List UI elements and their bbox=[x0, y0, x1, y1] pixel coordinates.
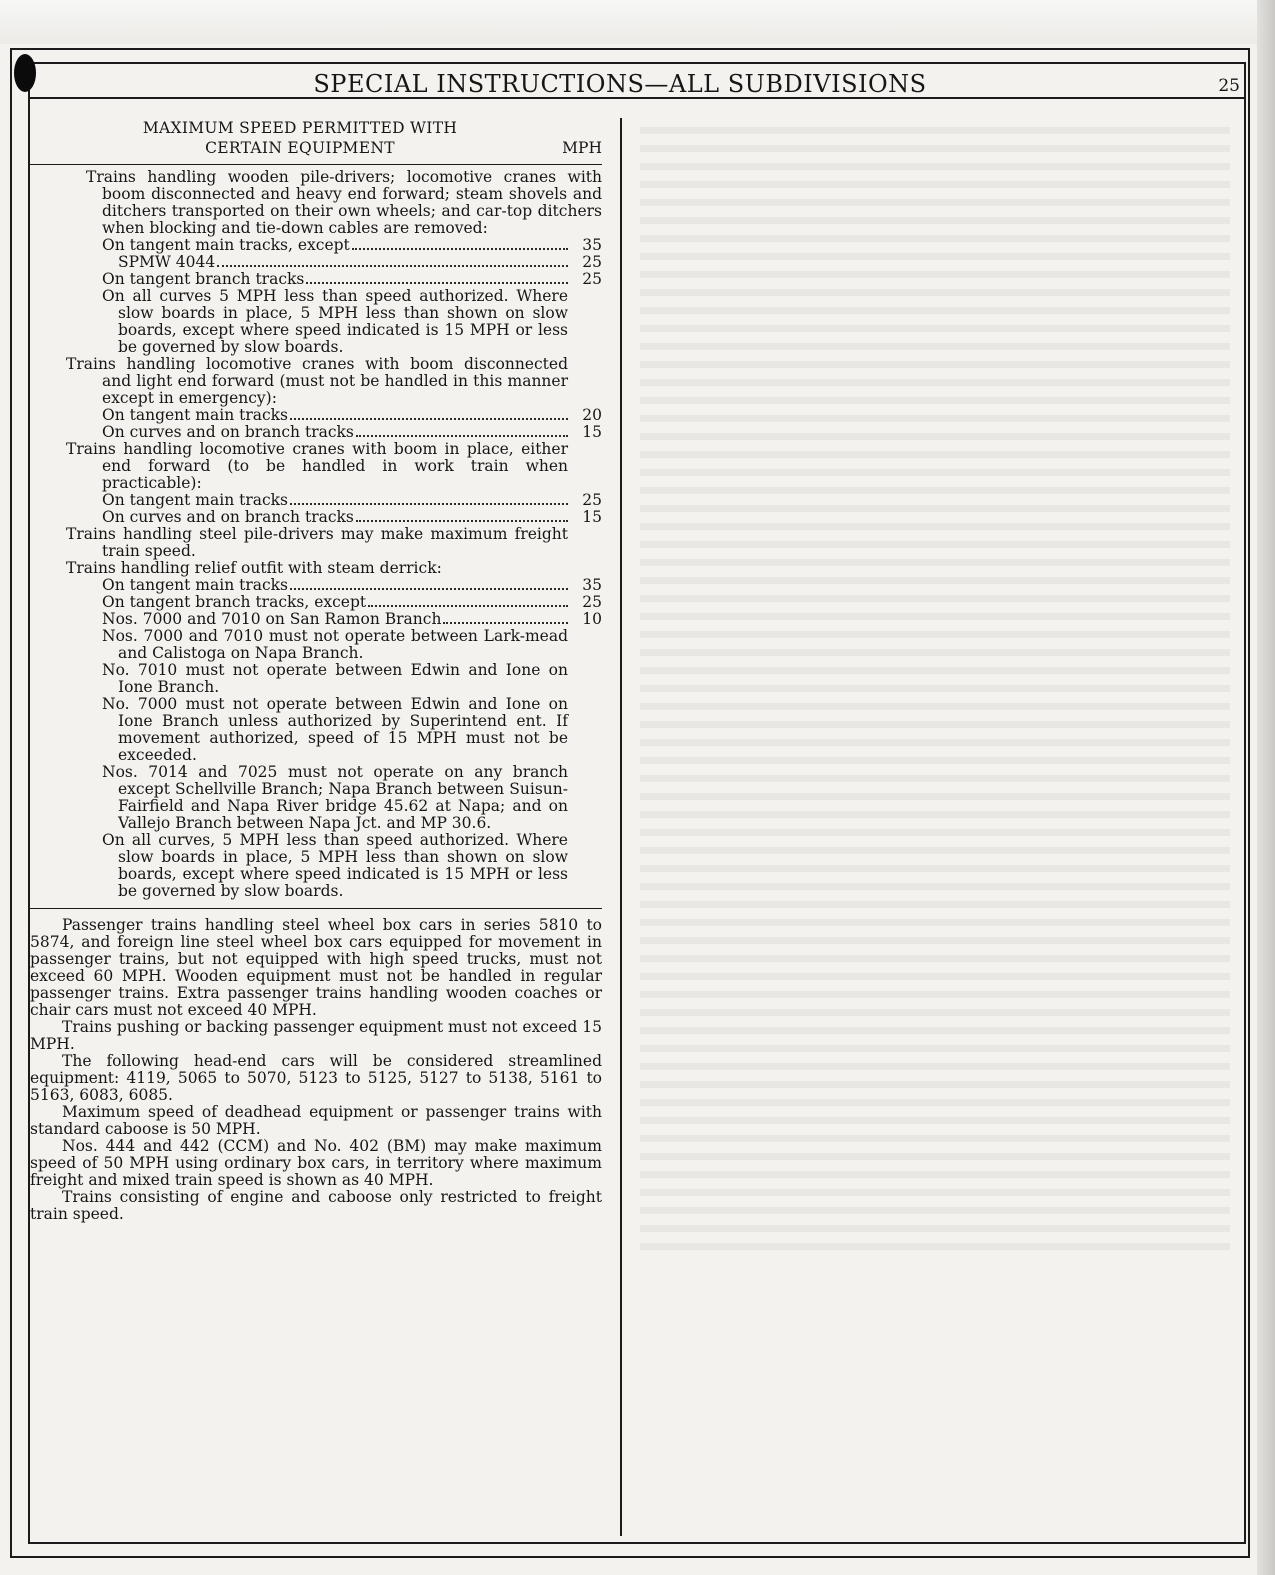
header-rule bbox=[28, 97, 1246, 99]
speed-row-value: 20 bbox=[582, 406, 602, 424]
bleed-through-text bbox=[640, 118, 1230, 1258]
speed-row-value: 15 bbox=[582, 423, 602, 441]
leader-dots bbox=[356, 435, 568, 437]
speed-row bbox=[30, 254, 602, 271]
speed-row-value: 15 bbox=[582, 508, 602, 526]
speed-row-label: SPMW 4044 bbox=[118, 253, 216, 271]
speed-row-label: On tangent main tracks bbox=[102, 406, 289, 424]
light-end-text: Trains handling locomotive cranes with boom disconnected and light end forward (must not be handled in this manner except in emergency): bbox=[66, 355, 568, 407]
leader-dots bbox=[290, 588, 568, 590]
mph-column-header: MPH bbox=[562, 139, 602, 157]
speed-row bbox=[30, 237, 602, 254]
speed-row bbox=[30, 594, 602, 611]
leader-dots bbox=[356, 520, 568, 522]
speed-row-label: On tangent branch tracks, except bbox=[102, 593, 367, 611]
binder-hole bbox=[14, 54, 36, 92]
relief-outfit-text: Trains handling relief outfit with steam derrick: bbox=[66, 559, 442, 577]
speed-row bbox=[30, 424, 602, 441]
speed-row-label: On tangent main tracks, except bbox=[102, 236, 350, 254]
speed-row-label: Nos. 7000 and 7010 on San Ramon Branch bbox=[102, 610, 442, 628]
speed-row-label: On curves and on branch tracks bbox=[102, 508, 354, 526]
speed-row-value: 10 bbox=[582, 610, 602, 628]
section-rule bbox=[30, 908, 602, 909]
speed-row bbox=[30, 577, 602, 594]
curves-note: On all curves 5 MPH less than speed authorized. Where slow boards in place, 5 MPH less than shown on slow boards, except where speed indicated is 15 MPH or less be governed by slow boards. bbox=[102, 287, 568, 356]
column-divider bbox=[620, 118, 622, 1536]
body-paragraph: The following head-end cars will be considered streamlined equipment: 4119, 5065 to 5070, 5123 to 5125, 5127 to 5138, 5161 to 5163, 6083, 6085. bbox=[30, 1052, 602, 1104]
speed-row-label: On tangent branch tracks bbox=[102, 270, 305, 288]
steel-pile-drivers-text: Trains handling steel pile-drivers may make maximum freight train speed. bbox=[66, 525, 568, 560]
speed-row bbox=[30, 271, 602, 288]
body-paragraph: Nos. 444 and 442 (CCM) and No. 402 (BM) may make maximum speed of 50 MPH using ordinary box cars, in territory where maximum freight and mixed train speed is shown as 40 MPH. bbox=[30, 1137, 602, 1189]
body-paragraph: Trains pushing or backing passenger equipment must not exceed 15 MPH. bbox=[30, 1018, 602, 1053]
body-paragraph: Maximum speed of deadhead equipment or passenger trains with standard caboose is 50 MPH. bbox=[30, 1103, 602, 1138]
page-title: SPECIAL INSTRUCTIONS—ALL SUBDIVISIONS bbox=[313, 70, 927, 98]
speed-row bbox=[30, 509, 602, 526]
speed-row-value: 25 bbox=[582, 270, 602, 288]
speed-table-title bbox=[90, 118, 510, 158]
speed-row-label: On curves and on branch tracks bbox=[102, 423, 354, 441]
speed-table-heading bbox=[30, 116, 602, 158]
leader-dots bbox=[368, 605, 568, 607]
page-number: 25 bbox=[1218, 76, 1240, 96]
speed-row bbox=[30, 492, 602, 509]
speed-table-title-line1: MAXIMUM SPEED PERMITTED WITH bbox=[142, 119, 458, 137]
leader-dots bbox=[443, 622, 568, 624]
curves-note: On all curves, 5 MPH less than speed authorized. Where slow boards in place, 5 MPH less than shown on slow boards, except where speed indicated is 15 MPH or less be governed by slow boards. bbox=[102, 831, 568, 900]
page-right-edge bbox=[1257, 0, 1275, 1575]
leader-dots bbox=[290, 418, 568, 420]
speed-row-value: 35 bbox=[582, 576, 602, 594]
speed-row-value: 25 bbox=[582, 593, 602, 611]
leader-dots bbox=[306, 282, 568, 284]
pile-drivers-text: Trains handling wooden pile-drivers; locomotive cranes with boom disconnected and heavy end forward; steam shovels and ditchers transported on their own wheels; and car-top ditchers when blocking and tie-down cables are removed: bbox=[86, 168, 602, 237]
left-column bbox=[30, 116, 602, 1223]
heading-rule bbox=[30, 164, 602, 165]
speed-row-value: 35 bbox=[582, 236, 602, 254]
relief-note: Nos. 7000 and 7010 must not operate between Lark-mead and Calistoga on Napa Branch. bbox=[102, 627, 568, 662]
boom-in-place-text: Trains handling locomotive cranes with boom in place, either end forward (to be handled in work train when practicable): bbox=[66, 440, 568, 492]
speed-row-label: On tangent main tracks bbox=[102, 576, 289, 594]
body-paragraph: Trains consisting of engine and caboose only restricted to freight train speed. bbox=[30, 1188, 602, 1223]
relief-note: No. 7000 must not operate between Edwin and Ione on Ione Branch unless authorized by Superintend ent. If movement authorized, speed of 15 MPH must not be exceeded. bbox=[102, 695, 568, 764]
body-paragraph: Passenger trains handling steel wheel box cars in series 5810 to 5874, and foreign line steel wheel box cars equipped for movement in passenger trains, but not equipped with high speed trucks, must not exceed 60 MPH. Wooden equipment must not be handled in regular passenger trains. Extra passenger trains handling wooden coaches or chair cars must not exceed 40 MPH. bbox=[30, 916, 602, 1019]
leader-dots bbox=[217, 265, 568, 267]
relief-note: No. 7010 must not operate between Edwin and Ione on Ione Branch. bbox=[102, 661, 568, 696]
speed-row-value: 25 bbox=[582, 491, 602, 509]
leader-dots bbox=[352, 248, 568, 250]
speed-row bbox=[30, 611, 602, 628]
page-top-edge bbox=[0, 0, 1275, 44]
branch-restriction-note: Nos. 7014 and 7025 must not operate on any branch except Schellville Branch; Napa Branch between Suisun-Fairfield and Napa River bridge 45.62 at Napa; and on Vallejo Branch between Napa Jct. and MP 30.6. bbox=[102, 763, 568, 832]
speed-row-value: 25 bbox=[582, 253, 602, 271]
speed-row bbox=[30, 407, 602, 424]
speed-row-label: On tangent main tracks bbox=[102, 491, 289, 509]
leader-dots bbox=[290, 503, 568, 505]
speed-table-title-line2: CERTAIN EQUIPMENT bbox=[205, 139, 395, 157]
